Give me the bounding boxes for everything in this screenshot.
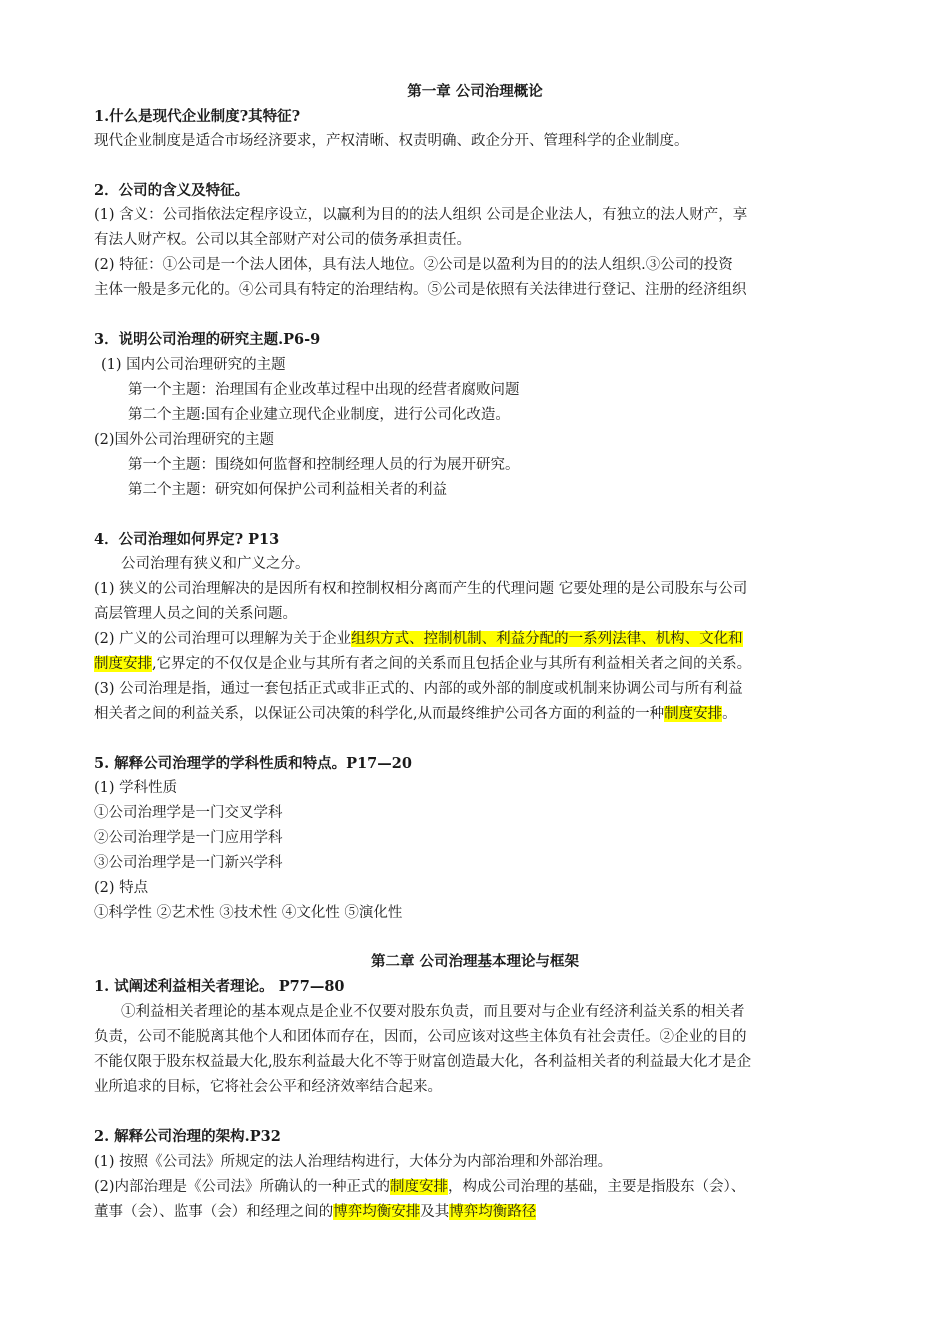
ch2-q1-line-3: 不能仅限于股东权益最大化,股东利益最大化不等于财富创造最大化，各利益相关者的利益最大化才是企: [94, 1054, 752, 1070]
q1-heading: 1.什么是现代企业制度?其特征?: [94, 108, 301, 125]
q3-line-4: (2)国外公司治理研究的主题: [94, 432, 275, 448]
ch2-q1-heading: 1. 试阐述利益相关者理论。 P77—80: [94, 978, 345, 995]
q2-line-1: (1) 含义：公司指依法定程序设立，以赢利为目的的法人组织 公司是企业法人，有独立的法人财产，享: [94, 207, 748, 223]
q5-heading: 5. 解释公司治理学的学科性质和特点。P17—20: [94, 755, 412, 772]
q4-line-1: 公司治理有狭义和广义之分。: [121, 556, 310, 572]
ch2-q2-heading: 2. 解释公司治理的架构.P32: [94, 1128, 281, 1145]
q5-line-2: ①公司治理学是一门交叉学科: [94, 805, 283, 821]
chapter-1-title: 第一章 公司治理概论: [407, 83, 543, 100]
q2-line-2: 有法人财产权。公司以其全部财产对公司的债务承担责任。: [94, 232, 471, 248]
ch2-q2-line-2-text: (2)内部治理是《公司法》所确认的一种正式的: [94, 1179, 391, 1195]
q4-line-4: [94, 629, 743, 649]
ch2-q1-line-2: 负责，公司不能脱离其他个人和团体而存在，因而，公司应该对这些主体负有社会责任。②企业的目的: [94, 1029, 747, 1045]
q3-line-1: (1) 国内公司治理研究的主题: [101, 357, 286, 373]
q4-line-7-end: 。: [722, 706, 737, 722]
q4-line-6: (3) 公司治理是指，通过一套包括正式或非正式的、内部的或外部的制度或机制来协调公司与所有利益: [94, 681, 743, 697]
ch2-q2-line-1: (1) 按照《公司法》所规定的法人治理结构进行，大体分为内部治理和外部治理。: [94, 1154, 613, 1170]
highlight: 博弈均衡路径: [449, 1204, 537, 1220]
q2-line-4: 主体一般是多元化的。④公司具有特定的治理结构。⑤公司是依照有关法律进行登记、注册的经济组织: [94, 282, 747, 298]
q3-line-5: 第一个主题：围绕如何监督和控制经理人员的行为展开研究。: [128, 457, 520, 473]
highlight: 制度安排: [664, 706, 723, 722]
q4-line-3: 高层管理人员之间的关系问题。: [94, 606, 297, 622]
ch2-q2-line-3-mid: 及其: [420, 1204, 450, 1220]
q5-line-5: (2) 特点: [94, 880, 149, 896]
q4-line-7-text: 相关者之间的利益关系，以保证公司决策的科学化,从而最终维护公司各方面的利益的一种: [94, 706, 665, 722]
q1-answer: 现代企业制度是适合市场经济要求，产权清晰、权责明确、政企分开、管理科学的企业制度。: [94, 133, 689, 149]
ch2-q2-line-2: [94, 1177, 745, 1197]
q3-line-6: 第二个主题：研究如何保护公司利益相关者的利益: [128, 482, 447, 498]
highlight: 组织方式、控制机制、利益分配的一系列法律、机构、文化和: [351, 631, 743, 647]
ch2-q1-line-4: 业所追求的目标，它将社会公平和经济效率结合起来。: [94, 1079, 442, 1095]
ch2-q2-line-2-end: ，构成公司治理的基础，主要是指股东（会）、: [448, 1179, 746, 1195]
q5-line-1: (1) 学科性质: [94, 780, 178, 796]
highlight: 制度安排: [390, 1179, 449, 1195]
q2-heading: 2．公司的含义及特征。: [94, 182, 250, 199]
q4-line-5-text: ,它界定的不仅仅是企业与其所有者之间的关系而且包括企业与其所有利益相关者之间的关系。: [152, 656, 752, 672]
q2-line-3: (2) 特征：①公司是一个法人团体，具有法人地位。②公司是以盈利为目的的法人组织.③公司的投资: [94, 257, 733, 273]
q3-line-2: 第一个主题：治理国有企业改革过程中出现的经营者腐败问题: [128, 382, 520, 398]
q4-line-5: [94, 654, 751, 674]
highlight: 制度安排: [94, 656, 152, 672]
ch2-q2-line-3-text: 董事（会）、监事（会）和经理之间的: [94, 1204, 334, 1220]
q4-line-4-text: (2) 广义的公司治理可以理解为关于企业: [94, 631, 352, 647]
chapter-2-title: 第二章 公司治理基本理论与框架: [370, 953, 580, 970]
highlight: 博弈均衡安排: [333, 1204, 421, 1220]
q3-line-3: 第二个主题:国有企业建立现代企业制度，进行公司化改造。: [128, 407, 510, 423]
q3-heading: 3．说明公司治理的研究主题.P6-9: [94, 331, 321, 348]
q5-line-4: ③公司治理学是一门新兴学科: [94, 855, 283, 871]
q5-line-3: ②公司治理学是一门应用学科: [94, 830, 283, 846]
q4-heading: 4．公司治理如何界定? P13: [94, 531, 280, 548]
q4-line-2: (1) 狭义的公司治理解决的是因所有权和控制权相分离而产生的代理问题 它要处理的是公司股东与公司: [94, 581, 748, 597]
q4-line-7: [94, 704, 737, 724]
ch2-q1-line-1: ①利益相关者理论的基本观点是企业不仅要对股东负责，而且要对与企业有经济利益关系的相关者: [121, 1004, 745, 1020]
ch2-q2-line-3: [94, 1202, 536, 1222]
q5-line-6: ①科学性 ②艺术性 ③技术性 ④文化性 ⑤演化性: [94, 905, 403, 921]
